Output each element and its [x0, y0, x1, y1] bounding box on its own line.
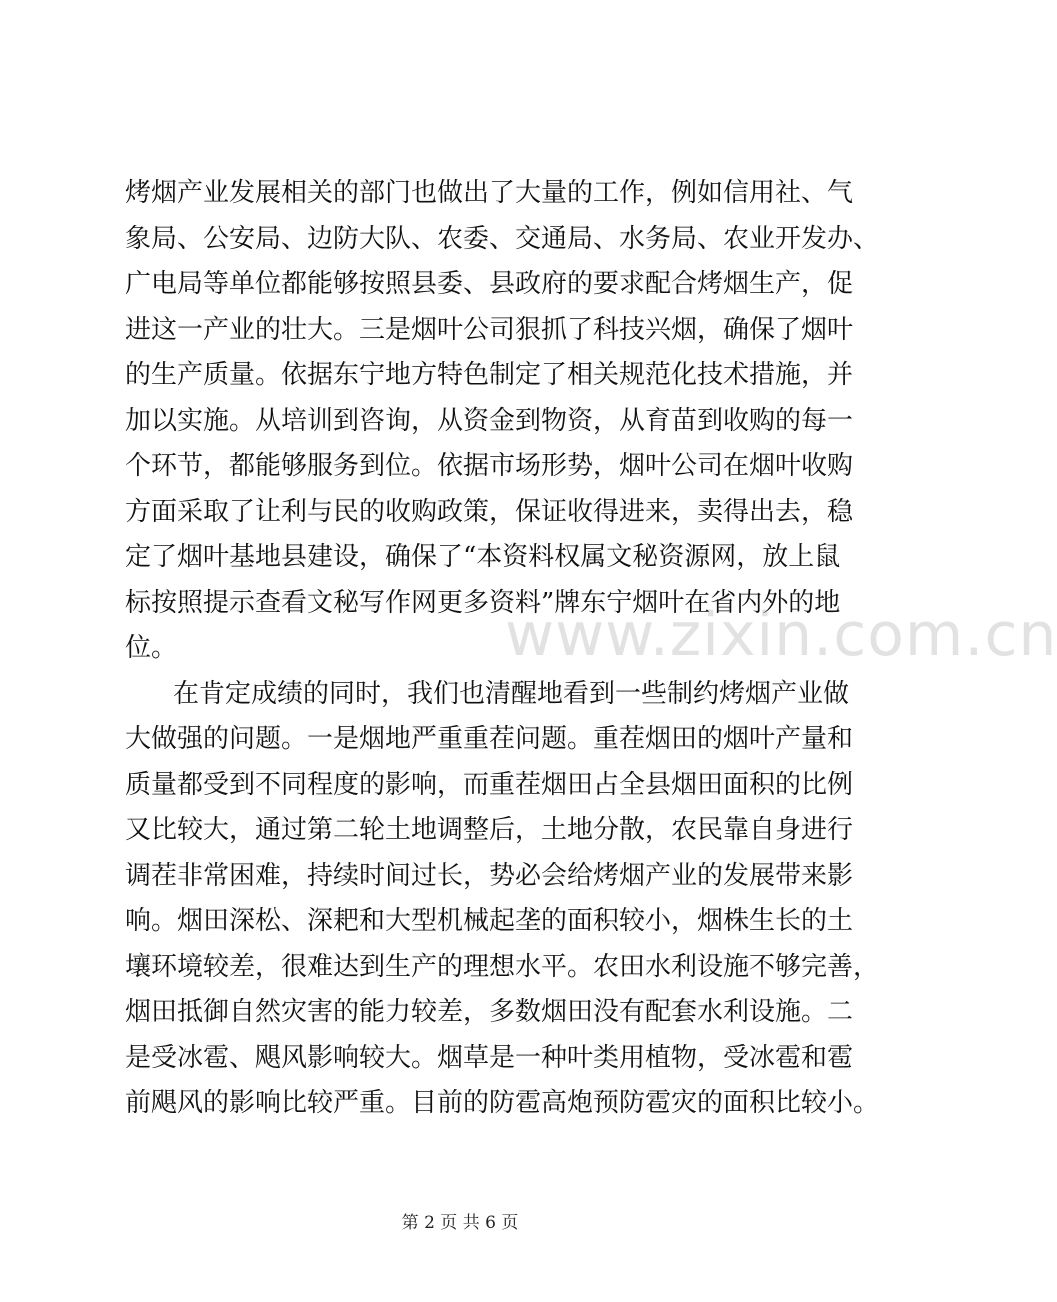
text-line: 加以实施。从培训到咨询，从资金到物资，从育苗到收购的每一: [125, 405, 854, 436]
text-line: 标按照提示查看文秘写作网更多资料”牌东宁烟叶在省内外的地: [125, 587, 841, 618]
text-line: 位。: [125, 633, 178, 663]
paragraph-start-line: 在肯定成绩的同时，我们也清醒地看到一些制约烤烟产业做: [173, 678, 850, 709]
page-number-label: 第 2 页 共 6 页: [401, 1213, 519, 1233]
text-line: 又比较大，通过第二轮土地调整后，土地分散，农民靠自身进行: [125, 815, 854, 845]
text-line: 方面采取了让利与民的收购政策，保证收得进来，卖得出去，稳: [125, 496, 854, 527]
text-line: 质量都受到不同程度的影响，而重茬烟田占全县烟田面积的比例: [125, 769, 854, 800]
text-line: 大做强的问题。一是烟地严重重茬问题。重茬烟田的烟叶产量和: [125, 724, 854, 754]
text-line: 壤环境较差，很难达到生产的理想水平。农田水利设施不够完善，: [125, 951, 880, 982]
text-line: 调茬非常困难，持续时间过长，势必会给烤烟产业的发展带来影: [125, 860, 854, 891]
text-line: 的生产质量。依据东宁地方特色制定了相关规范化技术措施，并: [125, 360, 854, 390]
text-line: 广电局等单位都能够按照县委、县政府的要求配合烤烟生产，促: [125, 269, 854, 299]
text-line: 进这一产业的壮大。三是烟叶公司狠抓了科技兴烟，确保了烟叶: [125, 314, 854, 345]
page-footer: [0, 1208, 920, 1233]
text-line: 是受冰雹、飓风影响较大。烟草是一种叶类用植物，受冰雹和雹: [125, 1042, 854, 1073]
text-line: 象局、公安局、边防大队、农委、交通局、水务局、农业开发办、: [125, 223, 880, 254]
text-line: 响。烟田深松、深耙和大型机械起垄的面积较小，烟株生长的土: [125, 906, 854, 936]
text-line: 个环节，都能够服务到位。依据市场形势，烟叶公司在烟叶收购: [125, 451, 854, 481]
watermark-text: www.zixin.com.cn: [505, 600, 1057, 670]
text-line: 定了烟叶基地县建设，确保了“本资料权属文秘资源网，放上鼠: [125, 542, 841, 572]
text-line: 前飓风的影响比较严重。目前的防雹高炮预防雹灾的面积比较小。: [125, 1088, 880, 1118]
text-line: 烟田抵御自然灾害的能力较差，多数烟田没有配套水利设施。二: [125, 997, 854, 1027]
text-line: 烤烟产业发展相关的部门也做出了大量的工作，例如信用社、气: [125, 178, 854, 208]
